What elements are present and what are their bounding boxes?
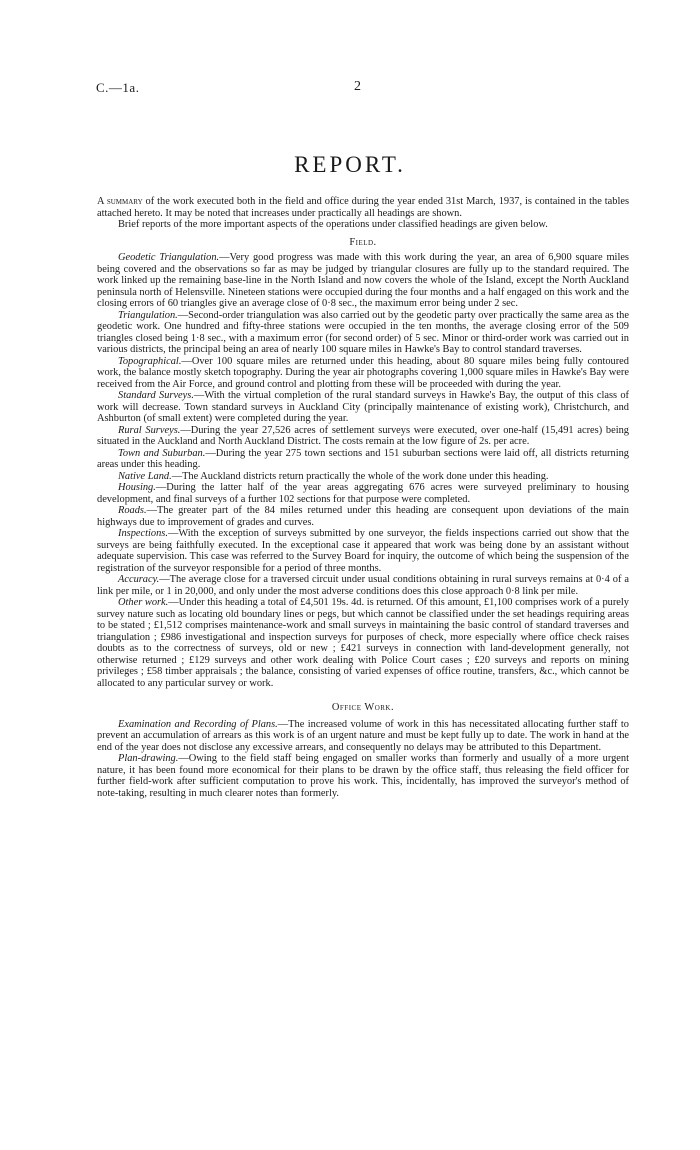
paragraph-heading: Accuracy. <box>118 574 160 585</box>
intro-paragraph-2: Brief reports of the more important aspects of the operations under classified headings are given below. <box>118 219 548 230</box>
field-heading: Field. <box>349 236 377 248</box>
page-number: 2 <box>354 79 361 94</box>
section-paragraph <box>97 574 629 597</box>
paragraph-heading: Rural Surveys. <box>118 424 181 436</box>
report-title: REPORT. <box>294 152 406 177</box>
field-section <box>97 252 629 689</box>
section-paragraph <box>97 528 629 574</box>
paragraph-heading: Plan-drawing. <box>118 753 179 764</box>
paragraph-text: —Second-order triangulation was also carried out by the geodetic party over practically the same area as the geodetic work. One hundred and fifty-three stations were occupied in the ten months, the average closing error of the 509 triangles closed being 1·8 sec., with a maximum error (for second order) of 5 sec. Minor or third-order work was carried out in various districts, the principal being an area of nearly 100 square miles in Hawke's Bay to control standard traverses. <box>97 309 629 355</box>
paragraph-text: —With the virtual completion of the rural standard surveys in Hawke's Bay, the output of this class of work will decrease. Town standard surveys in Auckland City (principally maintenance of existing work), Christchurch, and Ashburton (of small extent) were completed during the year. <box>97 390 629 424</box>
paragraph-text: —The greater part of the 84 miles returned under this heading are consequent upon deviations of the main highways due to improvement of grades and curves. <box>97 505 629 528</box>
intro-lead: A summary <box>97 196 143 207</box>
section-paragraph <box>97 505 629 528</box>
paragraph-text: —Owing to the field staff being engaged on smaller works than formerly and usually of a more urgent nature, it has been found more economical for their plans to be drawn by the office staff, thus releasing the field officer for further field-work after sufficient computation to prove his work. This, incidentally, has improved the surveyor's method of note-taking, resulting in much clearer notes than formerly. <box>97 753 629 799</box>
paragraph-heading: Triangulation. <box>118 309 178 321</box>
section-paragraph <box>97 597 629 689</box>
paragraph-text: —Very good progress was made with this work during the year, an area of 6,900 square miles being covered and the observations so far as may be judged by triangular closures are fully up to the standard required. The work linked up the remaining base-line in the North Island and now covers the whole of the Island, except the North Auckland peninsula north of Helensville. Nineteen stations were occupied during the four months and a half engaged on this work and the closing errors of 60 triangles give an average close of 0·8 sec., the maximum error being under 2 sec. <box>97 252 629 309</box>
section-paragraph <box>97 310 629 356</box>
paragraph-text: —Over 100 square miles are returned under this heading, about 80 square miles being fully contoured work, the balance mostly sketch topography. During the year air photographs covering 1,000 square miles in Hawke's Bay were received from the Air Force, and ground control and plotting from these will be proceeded with during the year. <box>97 355 629 390</box>
section-paragraph <box>97 356 629 391</box>
section-paragraph <box>97 425 629 448</box>
paragraph-heading: Standard Surveys. <box>118 390 194 401</box>
section-paragraph <box>97 753 629 799</box>
paragraph-heading: Housing. <box>118 482 156 493</box>
office-work-heading: Office Work. <box>331 702 395 713</box>
section-paragraph <box>97 482 629 505</box>
paragraph-heading: Examination and Recording of Plans. <box>118 718 278 730</box>
paragraph-heading: Other work. <box>118 597 169 608</box>
intro-paragraph <box>97 196 629 219</box>
office-work-section <box>97 719 629 800</box>
document-reference: C.—1a. <box>96 80 140 95</box>
report-body <box>97 196 629 799</box>
paragraph-heading: Town and Suburban. <box>118 447 206 459</box>
paragraph-heading: Geodetic Triangulation. <box>118 252 220 263</box>
paragraph-text: —The average close for a traversed circuit under usual conditions obtaining in rural surveys remains at 0·4 of a link per mile, or 1 in 20,000, and only under the most adverse conditions does this close approach 0·8 link per mile. <box>97 574 629 597</box>
section-paragraph <box>97 390 629 425</box>
paragraph-text: —With the exception of surveys submitted by one surveyor, the fields inspections carried out show that the surveys are being faithfully executed. In the exceptional case it appeared that work was being done by an assistant without adequate supervision. This case was referred to the Survey Board for inquiry, the outcome of which being the suspension of the registration of the surveyor responsible for a period of three months. <box>97 528 629 574</box>
paragraph-text: —During the year 275 town sections and 151 suburban sections were laid off, all districts returning areas under this heading. <box>97 447 629 470</box>
paragraph-heading: Topographical. <box>118 355 182 367</box>
paragraph-text: —The Auckland districts return practically the whole of the work done under this heading. <box>171 470 549 482</box>
paragraph-text: —The increased volume of work in this has necessitated allocating further staff to prevent an accumulation of arrears as this work is of an urgent nature and must be kept fully up to date. The work in hand at the end of the year does not disclose any excessive arrears, and consequently no delays may be attributed to this Department. <box>97 718 629 753</box>
paragraph-text: —During the year 27,526 acres of settlement surveys were executed, over one-half (15,491 acres) being situated in the Auckland and North Auckland District. The costs remain at the low figure of 2s. per acre. <box>97 424 629 447</box>
section-paragraph <box>97 471 629 483</box>
paragraph-text: —During the latter half of the year areas aggregating 676 acres were surveyed preliminary to housing development, and final surveys of a further 102 sections for that purpose were completed. <box>97 482 629 505</box>
paragraph-heading: Native Land. <box>118 470 172 482</box>
paragraph-heading: Roads. <box>118 505 147 516</box>
paragraph-text: —Under this heading a total of £4,501 19s. 4d. is returned. Of this amount, £1,100 comprises work of a purely survey nature such as locating old boundary lines or pegs, but which cannot be classified under the set headings requiring areas to be stated ; £1,512 comprises maintenance-work and small surveys in maintaining the basic control of standard traverses and triangulation ; £986 investigational and inspection surveys for purposes of check, more especially where office check raises doubts as to the correctness of surveys, old or new ; £421 surveys in connection with land-development generally, not otherwise returned ; £129 surveys and other work dealing with Police Court cases ; £20 surveys and reports on mining privileges ; £58 timber appraisals ; the balance, consisting of varied expenses of office routine, transfers, &c., which cannot be allocated to any particular survey or work. <box>97 597 629 689</box>
intro-text: of the work executed both in the field and office during the year ended 31st March, 1937, is contained in the tables attached hereto. It may be noted that increases under practically all headings are shown. <box>97 196 629 219</box>
section-paragraph <box>97 719 629 754</box>
section-paragraph <box>97 252 629 310</box>
section-paragraph <box>97 448 629 471</box>
paragraph-heading: Inspections. <box>118 528 168 539</box>
